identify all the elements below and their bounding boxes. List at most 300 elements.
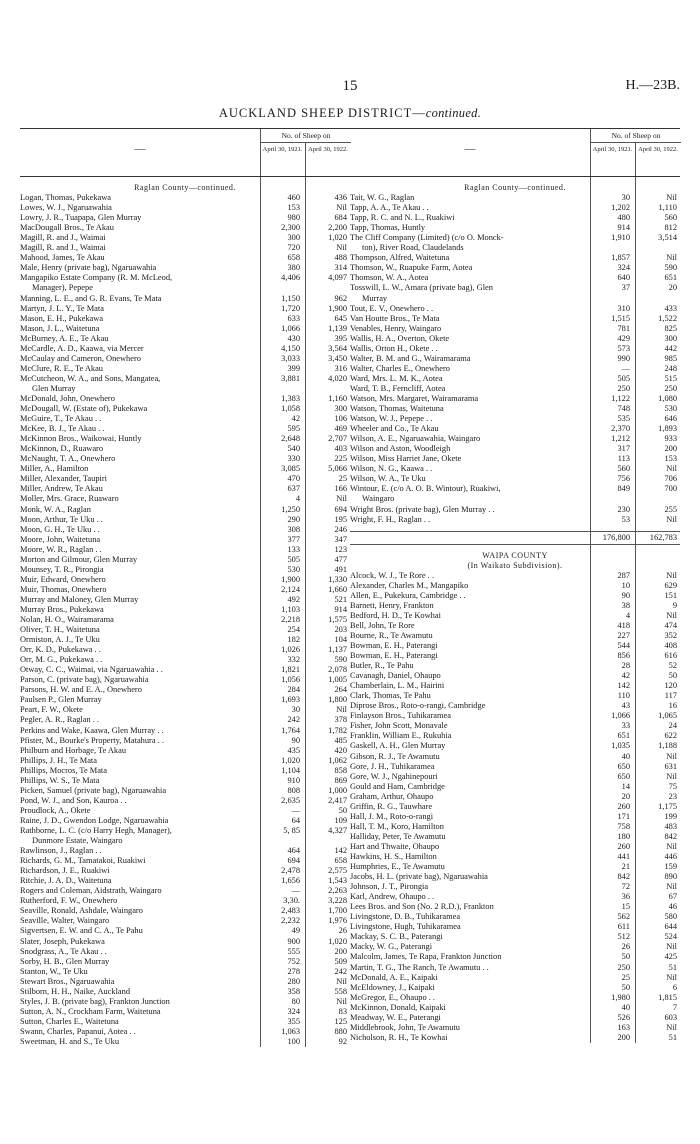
table-row [350, 601, 680, 611]
sheep-1921: 4,406 [281, 273, 300, 283]
owner-name: Richardson, J. E., Ruakiwi [20, 866, 110, 876]
sheep-1922: 825 [664, 323, 677, 333]
sheep-1922: 442 [664, 343, 677, 353]
sheep-1921: 227 [617, 630, 630, 640]
owner-name: Franklin, William E., Rukuhia [350, 731, 452, 741]
sheep-1922: 530 [664, 404, 677, 414]
owner-name: Stanton, W., Te Uku [20, 966, 88, 976]
owner-name: Finlayson Bros., Tuhikaramea [350, 711, 451, 721]
sheep-1922: 858 [334, 765, 347, 775]
sheep-1922: 104 [334, 635, 347, 645]
sheep-1921: 4,150 [281, 343, 300, 353]
sheep-1922: 1,020 [328, 233, 347, 243]
sheep-1921: 182 [287, 635, 300, 645]
owner-name: Griffin, R. G., Tauwhare [350, 801, 433, 811]
sheep-1921: 650 [617, 771, 630, 781]
table-row [20, 776, 350, 786]
sheep-1921: 555 [287, 946, 300, 956]
table-row [350, 983, 680, 993]
sheep-1922: 316 [334, 363, 347, 373]
table-row [350, 993, 680, 1003]
sheep-1922: 515 [664, 373, 677, 383]
section-title: (In Waikato Subdivision). [467, 560, 563, 570]
owner-name: Butler, R., Te Pahu [350, 661, 414, 671]
sheep-1922: 646 [664, 414, 677, 424]
owner-name: Miller, Alexander, Taupiri [20, 474, 107, 484]
sheep-1922: Nil [336, 976, 347, 986]
table-row [350, 621, 680, 631]
table-row [20, 414, 350, 424]
sheep-1921: 40 [621, 1002, 630, 1012]
sheep-1921: 90 [621, 590, 630, 600]
table-row [350, 444, 680, 454]
sheep-1921: 355 [287, 1016, 300, 1026]
owner-name: Moon, G. H., Te Uku . . [20, 524, 100, 534]
table-row [20, 605, 350, 615]
sheep-1922: 560 [664, 213, 677, 223]
sheep-1921: 280 [287, 976, 300, 986]
sheep-1922: 1,000 [328, 785, 347, 795]
table-row [350, 691, 680, 701]
sheep-1921: 658 [287, 253, 300, 263]
owner-name: Rathborne, L. C. (c/o Harry Hegh, Manager), [20, 826, 172, 835]
owner-name: McDougall, W. (Estate of), Pukekawa [20, 404, 148, 414]
owner-name: Tosswill, L. W., Amara (private bag), Glen [350, 283, 493, 293]
table-row [350, 354, 680, 364]
sheep-1921: 171 [617, 811, 630, 821]
table-row [350, 1023, 680, 1033]
table-row [20, 1027, 350, 1037]
owner-name: Thompson, Alfred, Waitetuna [350, 253, 450, 263]
table-row [350, 1013, 680, 1023]
sheep-1921: 694 [287, 856, 300, 866]
table-body [350, 177, 680, 1043]
sheep-1921: 748 [617, 404, 630, 414]
table-row [20, 675, 350, 685]
sheep-1922: 474 [664, 620, 677, 630]
owner-name: Wright Bros. (private bag), Glen Murray . . [350, 504, 495, 514]
sheep-1922: 117 [664, 691, 677, 701]
sheep-1921: 324 [617, 263, 630, 273]
sheep-1921: 30 [621, 193, 630, 203]
table-row [350, 952, 680, 962]
table-row [20, 525, 350, 535]
sheep-1921: — [291, 805, 300, 815]
owner-name: Seaville, Ronald, Ashdale, Waingaro [20, 906, 143, 916]
table-row [20, 816, 350, 826]
sheep-1921: 560 [617, 464, 630, 474]
owner-name: Allen, E., Pukekura, Cambridge . . [350, 590, 466, 600]
sheep-1922: 264 [334, 685, 347, 695]
sheep-1922: Nil [336, 203, 347, 213]
sheep-1921: 43 [621, 701, 630, 711]
sheep-1921: 2,478 [281, 866, 300, 876]
table-row [20, 324, 350, 334]
owner-name: Oliver, T. H., Waitetuna [20, 625, 100, 635]
table-row [350, 973, 680, 983]
table-row [350, 484, 680, 494]
sheep-1921: 637 [287, 484, 300, 494]
table-row [20, 906, 350, 916]
sheep-1922: 2,078 [328, 665, 347, 675]
sheep-1921: 540 [287, 444, 300, 454]
table-row [20, 856, 350, 866]
sheep-1921: 4 [295, 494, 300, 504]
sheep-1922: 1,110 [658, 203, 677, 213]
sheep-1922: 24 [668, 721, 677, 731]
owner-name: Gibson, R. J., Te Awamutu [350, 751, 440, 761]
table-row [350, 474, 680, 484]
sheep-1921: 781 [617, 323, 630, 333]
owner-name: Orr, M. G., Pukekawa . . [20, 655, 103, 665]
table-row [20, 474, 350, 484]
owner-name: Bowman, E. H., Paterangi [350, 641, 438, 651]
owner-name: Walter, Charles E., Onewhero [350, 363, 450, 373]
sheep-1921: 163 [617, 1022, 630, 1032]
owner-name: Hall, T. M., Koro, Hamilton [350, 821, 444, 831]
owner-name: McKinnon, Donald, Kaipaki [350, 1002, 446, 1012]
table-row [350, 812, 680, 822]
sheep-1921: 464 [287, 846, 300, 856]
table-row [350, 233, 680, 243]
sheep-1922: 509 [334, 956, 347, 966]
sheep-1921: 20 [621, 791, 630, 801]
owner-name: Bourne, R., Te Awamutu [350, 630, 433, 640]
sheep-1922: 3,514 [658, 233, 677, 243]
table-row [20, 766, 350, 776]
sheep-1921: 110 [617, 691, 630, 701]
table-row [20, 595, 350, 605]
table-row [350, 852, 680, 862]
owner-name: Lowry, J. R., Tuapapa, Glen Murray [20, 213, 142, 223]
owner-name: Waingaro [362, 494, 395, 504]
table-row [350, 661, 680, 671]
sheep-1922: 75 [668, 781, 677, 791]
table-row [20, 565, 350, 575]
sheep-1922: Nil [666, 514, 677, 524]
owner-name: Stewart Bros., Ngaruawahia [20, 976, 115, 986]
sheep-1922: 3,564 [328, 343, 347, 353]
table-row [350, 193, 680, 203]
sheep-1922: 914 [334, 604, 347, 614]
table-row [20, 494, 350, 504]
owner-name: Morton and Gilmour, Glen Murray [20, 554, 138, 564]
sheep-1921: 808 [287, 785, 300, 795]
table-row [20, 404, 350, 414]
sheep-1922: Nil [666, 751, 677, 761]
sheep-1921: 290 [287, 514, 300, 524]
sheep-1921: 429 [617, 333, 630, 343]
sheep-1921: 324 [287, 1006, 300, 1016]
owner-name: Raine, J. D., Gwendon Lodge, Ngaruawahia [20, 815, 169, 825]
sheep-1921: 113 [617, 454, 630, 464]
sheep-1921: 990 [617, 353, 630, 363]
table-row [350, 253, 680, 263]
table-row [20, 726, 350, 736]
owner-name: Glen Murray [32, 383, 76, 393]
sheep-1922: 558 [334, 986, 347, 996]
table-row [20, 394, 350, 404]
owner-name: Jacobs, H. L. (private bag), Ngaruawahia [350, 872, 488, 882]
sheep-1921: 142 [617, 681, 630, 691]
sheep-1922: 200 [334, 946, 347, 956]
sheep-1922: 16 [668, 701, 677, 711]
owner-name: Watson, Mrs. Margaret, Wairamarama [350, 393, 479, 403]
sheep-1922: 1,522 [658, 313, 677, 323]
owner-name: Swann, Charles, Papanui, Aotea . . [20, 1026, 136, 1036]
owner-column-header: — [464, 143, 476, 155]
owner-name: Phillips, W. S., Te Mata [20, 775, 100, 785]
table-row [20, 263, 350, 273]
owner-name: Orr, K. D., Pukekawa . . [20, 645, 101, 655]
owner-name: The Cliff Company (Limited) (c/o O. Monck- [350, 233, 504, 243]
owner-name: Barnett, Henry, Frankton [350, 600, 434, 610]
sheep-1922: 83 [338, 1006, 347, 1016]
table-row [350, 892, 680, 902]
owner-name: Tapp, A. A., Te Akau . . [350, 203, 429, 213]
table-row [20, 304, 350, 314]
owner-name: Livingstone, Hugh, Tuhikaramea [350, 922, 461, 932]
owner-name: Hall, J. M., Roto-o-rangi [350, 811, 434, 821]
owner-name: Mangapiko Estate Company (R. M. McLeod, [20, 273, 173, 283]
sheep-1921: 14 [621, 781, 630, 791]
page-title: AUCKLAND SHEEP DISTRICT—continued. [218, 106, 482, 120]
sheep-1922: 1,700 [328, 906, 347, 916]
table-row [20, 464, 350, 474]
table-row [20, 705, 350, 715]
table-row [20, 273, 350, 283]
sheep-1922: 1,139 [328, 323, 347, 333]
sheep-1921: 595 [287, 424, 300, 434]
sheep-1921: 72 [621, 882, 630, 892]
sheep-1921: 1,026 [281, 645, 300, 655]
sheep-1921: 80 [291, 996, 300, 1006]
sheep-1922: 580 [664, 912, 677, 922]
owner-name: Sutton, A. N., Crockham Farm, Waitetuna [20, 1006, 161, 1016]
sheep-1922: 842 [664, 831, 677, 841]
sheep-1921: 914 [617, 223, 630, 233]
sheep-1922: 420 [334, 745, 347, 755]
owner-name: Wilson and Aston, Woodleigh [350, 444, 451, 454]
sheep-1921: 254 [287, 625, 300, 635]
sheep-1922: 225 [334, 454, 347, 464]
sheep-1922: 590 [334, 655, 347, 665]
sheep-1922: 120 [664, 681, 677, 691]
table-row [350, 832, 680, 842]
owner-name: Seaville, Walter, Waingaro [20, 916, 110, 926]
sheep-1921: 180 [617, 831, 630, 841]
sheep-1922: 4,020 [328, 373, 347, 383]
owner-name: Ritchie, J. A. D., Waitetuna [20, 876, 112, 886]
owner-name: Murray [362, 293, 388, 303]
table-row [20, 786, 350, 796]
sheep-1922: Nil [666, 610, 677, 620]
table-body [20, 177, 350, 1047]
table-row [20, 947, 350, 957]
sheep-1922: 151 [664, 590, 677, 600]
sheep-1922: 3,228 [328, 896, 347, 906]
owner-name: Rawlinson, J., Raglan . . [20, 846, 102, 856]
sheep-1921: 1,764 [281, 725, 300, 735]
owner-name: Alcock, W. J., Te Rore . . [350, 570, 434, 580]
table-row [350, 304, 680, 314]
table-row [350, 424, 680, 434]
table-row [350, 922, 680, 932]
owner-name: Gore, J. H., Tuhikaramea [350, 761, 435, 771]
sheep-1922: 488 [334, 253, 347, 263]
sheep-1922: 524 [664, 932, 677, 942]
sheep-1921: 33 [621, 721, 630, 731]
section-heading [350, 561, 680, 571]
sheep-1921: 1,202 [611, 203, 630, 213]
page-number: 15 [342, 78, 358, 94]
sheep-1922: 483 [664, 821, 677, 831]
table-row [350, 631, 680, 641]
sheep-1921: 535 [617, 414, 630, 424]
owner-name: McDonald, John, Onewhero [20, 393, 115, 403]
owner-name: McCaulay and Cameron, Onewhero [20, 353, 141, 363]
sheep-1922: 1,160 [328, 393, 347, 403]
sheep-1922: 651 [664, 273, 677, 283]
owner-name: Humphries, E., Te Awamutu [350, 862, 445, 872]
owner-name: Pegler, A. R., Raglan . . [20, 715, 99, 725]
sheep-1922: 425 [664, 952, 677, 962]
table-header [350, 129, 680, 177]
sheep-1921: 284 [287, 685, 300, 695]
sheep-1922: 5,066 [328, 464, 347, 474]
table-row [350, 344, 680, 354]
april-1922-header: April 30, 1922. [635, 143, 680, 176]
sheep-1922: 869 [334, 775, 347, 785]
sheep-1921: 5, 85 [283, 826, 300, 835]
table-row [350, 752, 680, 762]
sheep-1921: 42 [621, 671, 630, 681]
table-row [20, 434, 350, 444]
page-title-continued: continued. [425, 106, 482, 120]
sheep-1921: 530 [287, 564, 300, 574]
sheep-1922: 1,188 [658, 741, 677, 751]
owner-name: Otway, C. C., Waimai, via Ngaruawahia . . [20, 665, 163, 675]
sheep-1922: 880 [334, 1026, 347, 1036]
owner-name: Male, Henry (private bag), Ngaruawahia [20, 263, 157, 273]
sheep-1921: 1,980 [611, 992, 630, 1002]
sheep-1922: Nil [336, 243, 347, 253]
sheep-1921: 2,648 [281, 434, 300, 444]
sheep-1921: 1,857 [611, 253, 630, 263]
owner-name: Rutherford, F. W., Onewhero [20, 896, 118, 906]
table-row [350, 571, 680, 581]
table-row [20, 625, 350, 635]
owner-name: Perkins and Wake, Kaawa, Glen Murray . . [20, 725, 164, 735]
sheep-1921: 512 [617, 932, 630, 942]
sheep-1921: 36 [621, 892, 630, 902]
sheep-1922: 203 [334, 625, 347, 635]
owner-name: Murray Bros., Pukekawa [20, 604, 104, 614]
section-title: Raglan County—continued. [464, 183, 566, 192]
april-1921-header: April 30, 1921. [260, 143, 304, 176]
owner-name: Snodgrass, A., Te Akau . . [20, 946, 107, 956]
table-row [350, 591, 680, 601]
sheep-1922: 250 [664, 383, 677, 393]
table-row [350, 454, 680, 464]
table-row [350, 283, 680, 293]
sheep-1921: 21 [621, 862, 630, 872]
sheep-1921: 1,122 [611, 393, 630, 403]
table-row [350, 1003, 680, 1013]
sheep-1922: 51 [668, 962, 677, 972]
sheep-1922: 403 [334, 444, 347, 454]
sheep-1922: 2,417 [328, 795, 347, 805]
sheep-1921: 2,218 [281, 615, 300, 625]
table-row [350, 464, 680, 474]
sheep-1922: 162,783 [649, 532, 677, 542]
sheep-1921: 562 [617, 912, 630, 922]
april-1922-header: April 30, 1922. [305, 143, 350, 176]
sheep-1921: 1,066 [611, 711, 630, 721]
owner-name: Logan, Thomas, Pukekawa [20, 193, 112, 203]
table-row [350, 802, 680, 812]
sheep-1922: 2,575 [328, 866, 347, 876]
sheep-1921: 50 [621, 952, 630, 962]
owner-name: Wright, F. H., Raglan . . [350, 514, 431, 524]
document-reference: H.—23B. [625, 78, 680, 93]
table-row [350, 581, 680, 591]
sheep-1922: 2,707 [328, 434, 347, 444]
sheep-1921: 1,104 [281, 765, 300, 775]
owner-name: Martin, T. G., The Ranch, Te Awamutu . . [350, 962, 489, 972]
owner-name: Styles, J. B. (private bag), Frankton Junction [20, 996, 170, 1006]
sheep-1921: 133 [287, 544, 300, 554]
owner-name: Thomson, W., Ruapuke Farm, Aotea [350, 263, 473, 273]
sheep-1921: 1,693 [281, 695, 300, 705]
table-row [20, 1017, 350, 1027]
sheep-1922: 1,800 [328, 695, 347, 705]
owner-name: Paulsen P., Glen Murray [20, 695, 102, 705]
owner-name: Miller, A., Hamilton [20, 464, 89, 474]
sheep-1921: 30 [291, 705, 300, 715]
sheep-1921: 1,383 [281, 393, 300, 403]
table-row [20, 575, 350, 585]
owner-name: Lowes, W. J., Ngaruawahia [20, 203, 112, 213]
owner-name: Mackay, S. C. B., Paterangi [350, 932, 443, 942]
sheep-1921: 1,212 [611, 434, 630, 444]
sheep-1921: 278 [287, 966, 300, 976]
sheep-1921: 3,033 [281, 353, 300, 363]
table-row-continuation [20, 283, 350, 293]
table-row [20, 545, 350, 555]
table-row [350, 932, 680, 942]
table-row [20, 806, 350, 816]
table-row-continuation [350, 243, 680, 253]
sheep-1922: 23 [668, 791, 677, 801]
sheep-1921: 1,656 [281, 876, 300, 886]
sheep-1922: Nil [336, 705, 347, 715]
table-row [350, 651, 680, 661]
table-row [20, 746, 350, 756]
sheep-1921: 380 [287, 263, 300, 273]
april-1921-header: April 30, 1921. [590, 143, 634, 176]
owner-column-header: — [134, 143, 146, 155]
sheep-1921: 26 [621, 942, 630, 952]
table-row [20, 846, 350, 856]
sheep-1921: 377 [287, 534, 300, 544]
sheep-1922: 347 [334, 534, 347, 544]
owner-name: Muir, Edward, Onewhero [20, 574, 106, 584]
sheep-1921: 480 [617, 213, 630, 223]
sheep-1921: 526 [617, 1012, 630, 1022]
sheep-1921: 1,900 [281, 574, 300, 584]
owner-name: Sutton, Charles E., Waitetuna [20, 1016, 119, 1026]
